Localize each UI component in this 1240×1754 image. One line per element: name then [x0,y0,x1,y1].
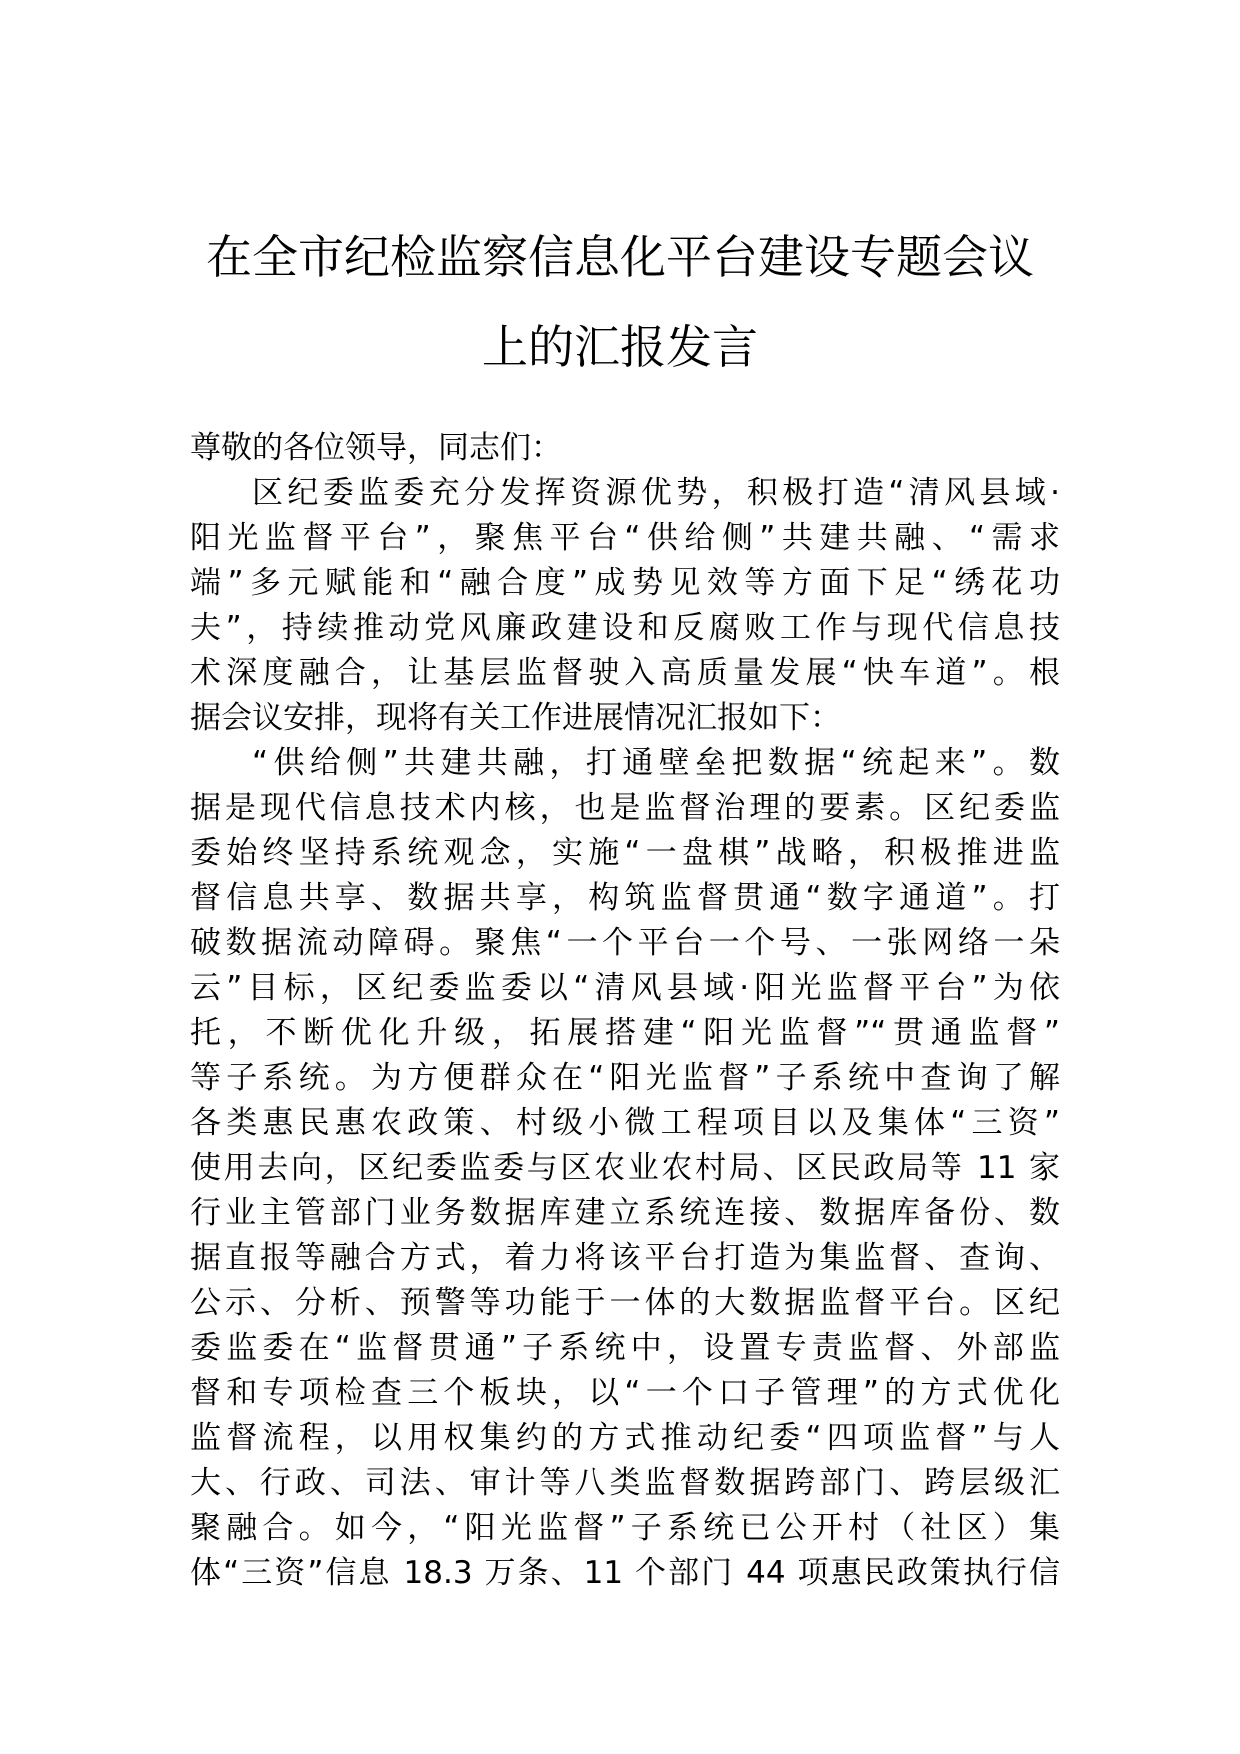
paragraph-line: 委监委在“监督贯通”子系统中，设置专责监督、外部监 [190,1330,1060,1366]
paragraph-line: 督信息共享、数据共享，构筑监督贯通“数字通道”。打 [190,880,1060,916]
paragraph-line: 云”目标，区纪委监委以“清风县域·阳光监督平台”为依 [190,970,1060,1006]
paragraph-line: 据是现代信息技术内核，也是监督治理的要素。区纪委监 [190,790,1060,826]
document-title [160,212,1080,392]
paragraph-line: 督和专项检查三个板块，以“一个口子管理”的方式优化 [190,1375,1060,1411]
title-line: 上的汇报发言 [482,320,758,374]
paragraph-line: 大、行政、司法、审计等八类监督数据跨部门、跨层级汇 [190,1465,1060,1501]
paragraph-line: 区纪委监委充分发挥资源优势，积极打造“清风县域· [252,475,1060,511]
paragraph-line: 据直报等融合方式，着力将该平台打造为集监督、查询、 [190,1240,1060,1276]
title-line: 在全市纪检监察信息化平台建设专题会议 [206,230,1034,284]
paragraph-line: 端”多元赋能和“融合度”成势见效等方面下足“绣花功 [190,565,1060,601]
paragraph-line: 使用去向，区纪委监委与区农业农村局、区民政局等 11 家 [190,1150,1060,1186]
paragraph-line: 等子系统。为方便群众在“阳光监督”子系统中查询了解 [190,1060,1060,1096]
salutation: 尊敬的各位领导，同志们： [190,430,562,466]
paragraph-line: 夫”，持续推动党风廉政建设和反腐败工作与现代信息技 [190,610,1060,646]
paragraph-line: 体“三资”信息 18.3 万条、11 个部门 44 项惠民政策执行信 [190,1555,1060,1591]
paragraph-line: 公示、分析、预警等功能于一体的大数据监督平台。区纪 [190,1285,1060,1321]
paragraph-2 [190,741,1060,1596]
paragraph-line: 行业主管部门业务数据库建立系统连接、数据库备份、数 [190,1195,1060,1231]
paragraph-line: 委始终坚持系统观念，实施“一盘棋”战略，积极推进监 [190,835,1060,871]
paragraph-line: 聚融合。如今，“阳光监督”子系统已公开村（社区）集 [190,1510,1060,1546]
paragraph-line: 据会议安排，现将有关工作进展情况汇报如下： [190,700,841,736]
paragraph-line: 阳光监督平台”，聚焦平台“供给侧”共建共融、“需求 [190,520,1060,556]
document-body [190,426,1060,1596]
paragraph-line: 各类惠民惠农政策、村级小微工程项目以及集体“三资” [190,1105,1060,1141]
paragraph-line: 托，不断优化升级，拓展搭建“阳光监督”“贯通监督” [190,1015,1060,1051]
paragraph-line: 破数据流动障碍。聚焦“一个平台一个号、一张网络一朵 [190,925,1060,961]
paragraph-1 [190,471,1060,741]
paragraph-line: “供给侧”共建共融，打通壁垒把数据“统起来”。数 [252,745,1060,781]
paragraph-line: 监督流程，以用权集约的方式推动纪委“四项监督”与人 [190,1420,1060,1456]
paragraph-line: 术深度融合，让基层监督驶入高质量发展“快车道”。根 [190,655,1060,691]
